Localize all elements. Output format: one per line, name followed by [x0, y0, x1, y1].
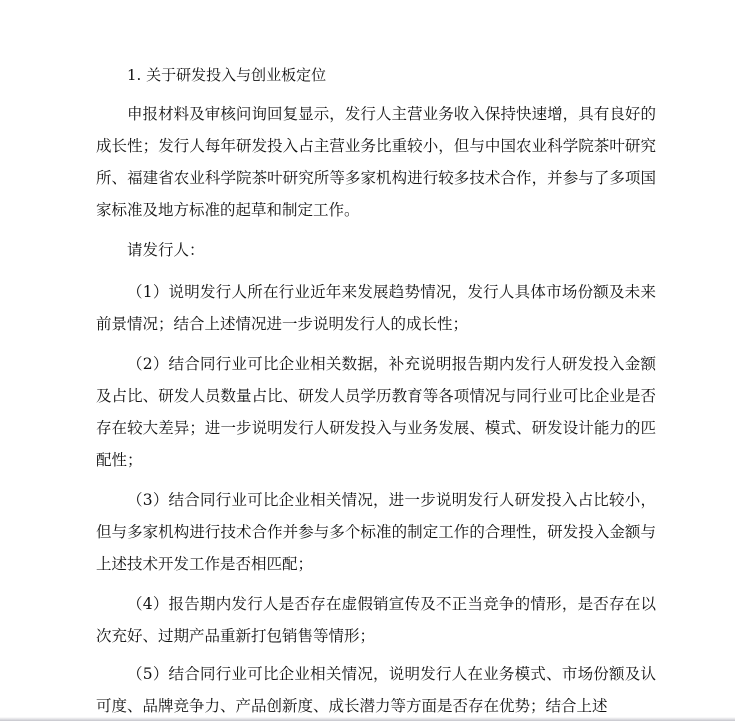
paragraph-item-2: （2）结合同行业可比企业相关数据，补充说明报告期内发行人研发投入金额及占比、研发人员数量占比、研发人员学历教育等各项情况与同行业可比企业是否存在较大差异；进一步说明发行人研发投入与业务发展、模式、研发设计能力的匹配性；: [96, 355, 656, 469]
page-bottom-edge: [0, 717, 735, 721]
paragraph-background: 申报材料及审核问询回复显示，发行人主营业务收入保持快速增，具有良好的成长性；发行人每年研发投入占主营业务比重较小，但与中国农业科学院茶叶研究所、福建省农业科学院茶叶研究所等多家机构进行较多技术合作，并参与了多项国家标准及地方标准的起草和制定工作。: [96, 105, 656, 219]
paragraph-item-1: （1）说明发行人所在行业近年来发展趋势情况，发行人具体市场份额及未来前景情况；结合上述情况进一步说明发行人的成长性；: [96, 283, 656, 333]
paragraph-item-5: （5）结合同行业可比企业相关情况，说明发行人在业务模式、市场份额及认可度、品牌竞争力、产品创新度、成长潜力等方面是否存在优势；结合上述: [96, 665, 656, 715]
paragraph-request-intro: 请发行人：: [127, 241, 205, 259]
paragraph-item-3: （3）结合同行业可比企业相关情况，进一步说明发行人研发投入占比较小，但与多家机构进行技术合作并参与多个标准的制定工作的合理性，研发投入金额与上述技术开发工作是否相匹配；: [96, 491, 656, 573]
paragraph-item-4: （4）报告期内发行人是否存在虚假销宣传及不正当竞争的情形，是否存在以次充好、过期产品重新打包销售等情形；: [96, 595, 656, 645]
section-heading: 1. 关于研发投入与创业板定位: [127, 66, 327, 84]
